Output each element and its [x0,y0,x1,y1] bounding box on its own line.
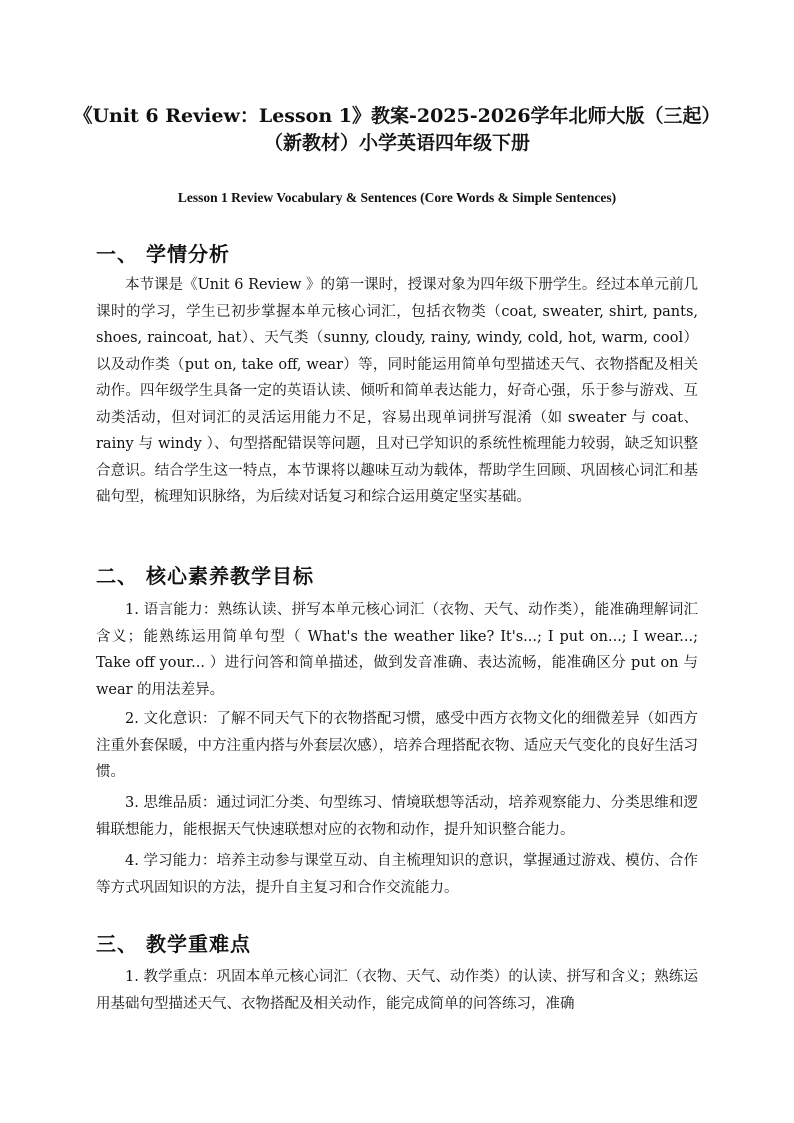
title-line-1: 《Unit 6 Review：Lesson 1》教案-2025-2026学年北师大版（三起） [73,105,721,127]
section-2-paragraph-1: 1. 语言能力：熟练认读、拼写本单元核心词汇（衣物、天气、动作类），能准确理解词汇含义；能熟练运用简单句型（ What's the weather like? It's...; I put on...; I wear...; Take off your... ）进行问答和简单描述，做到发音准确、表达流畅，能准确区分 put on 与 wear 的用法差异。 [96,602,698,698]
section-heading-3: 三、 教学重难点 [96,932,251,956]
section-heading-1: 一、 学情分析 [96,242,230,266]
section-1-paragraph-1: 本节课是《Unit 6 Review 》的第一课时，授课对象为四年级下册学生。经过本单元前几课时的学习，学生已初步掌握本单元核心词汇，包括衣物类（coat, sweater, shirt, pants, shoes, raincoat, hat）、天气类（sunny, cloudy, rainy, windy, cold, hot, warm, cool）以及动作类（put on, take off, wear）等，同时能运用简单句型描述天气、衣物搭配及相关动作。四年级学生具备一定的英语认读、倾听和简单表达能力，好奇心强，乐于参与游戏、互动类活动，但对词汇的灵活运用能力不足，容易出现单词拼写混淆（如 sweater 与 coat、rainy 与 windy ）、句型搭配错误等问题，且对已学知识的系统性梳理能力较弱，缺乏知识整合意识。结合学生这一特点，本节课将以趣味互动为载体，帮助学生回顾、巩固核心词汇和基础句型，梳理知识脉络，为后续对话复习和综合运用奠定坚实基础。 [96,277,698,505]
section-heading-2: 二、 核心素养教学目标 [96,564,314,588]
section-2-paragraph-2: 2. 文化意识：了解不同天气下的衣物搭配习惯，感受中西方衣物文化的细微差异（如西方注重外套保暖，中方注重内搭与外套层次感），培养合理搭配衣物、适应天气变化的良好生活习惯。 [96,711,698,780]
lesson-subtitle: Lesson 1 Review Vocabulary & Sentences (Core Words & Simple Sentences) [177,190,617,205]
section-2-paragraph-4: 4. 学习能力：培养主动参与课堂互动、自主梳理知识的意识，掌握通过游戏、模仿、合作等方式巩固知识的方法，提升自主复习和合作交流能力。 [96,853,698,896]
title-line-2: （新教材）小学英语四年级下册 [263,132,530,154]
section-2-paragraph-3: 3. 思维品质：通过词汇分类、句型练习、情境联想等活动，培养观察能力、分类思维和逻辑联想能力，能根据天气快速联想对应的衣物和动作，提升知识整合能力。 [96,795,698,838]
document-title [60,103,734,157]
section-3-paragraph-1: 1. 教学重点：巩固本单元核心词汇（衣物、天气、动作类）的认读、拼写和含义；熟练运用基础句型描述天气、衣物搭配及相关动作，能完成简单的问答练习，准确 [96,969,698,1012]
